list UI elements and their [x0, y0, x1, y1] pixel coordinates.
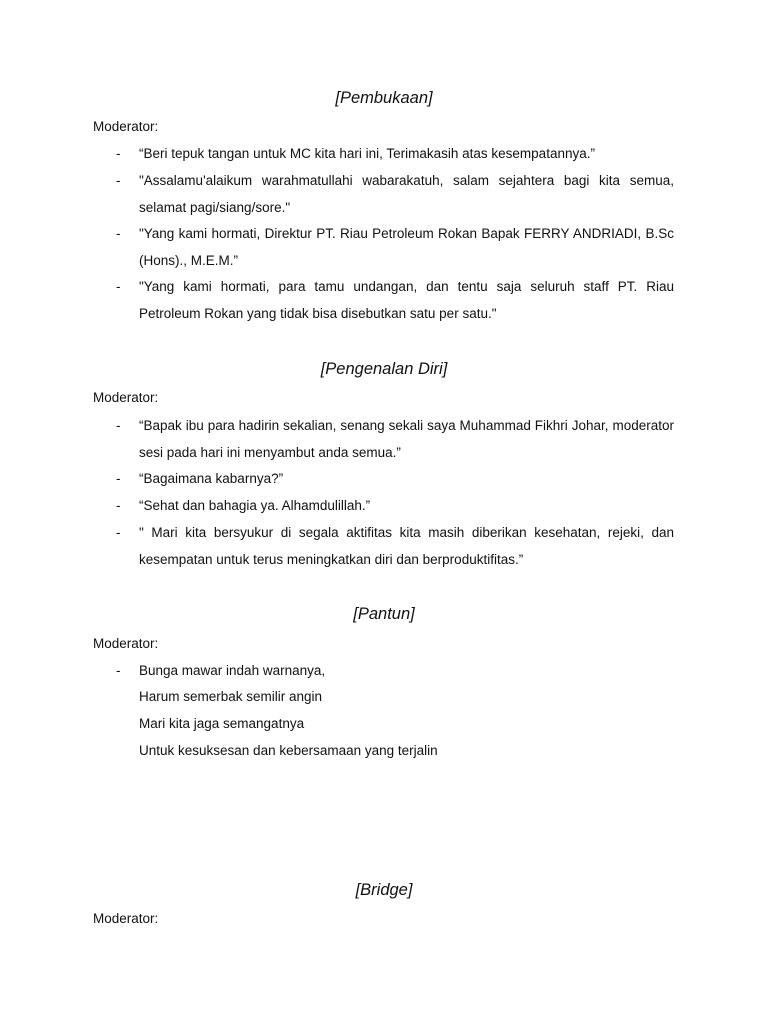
list-item — [116, 140, 674, 167]
speaker-label: Moderator: — [93, 911, 159, 926]
section-heading-pantun: [Pantun] — [353, 605, 415, 623]
list-item — [116, 519, 674, 573]
list-item — [116, 167, 674, 221]
pantun-line: Mari kita jaga semangatnya — [139, 716, 305, 731]
list-item-text: “Sehat dan bahagia ya. Alhamdulillah.” — [139, 498, 371, 513]
section-heading-pembukaan: [Pembukaan] — [335, 89, 433, 107]
pantun-line: Untuk kesuksesan dan kebersamaan yang terjalin — [139, 743, 438, 758]
speaker-label: Moderator: — [93, 119, 159, 134]
list-item-text: "Yang kami hormati, Direktur PT. Riau Petroleum Rokan Bapak FERRY ANDRIADI, B.Sc (Hons)., M.E.M.” — [139, 226, 674, 268]
list-item — [116, 492, 674, 519]
list-item-text: "Assalamu'alaikum warahmatullahi wabarakatuh, salam sejahtera bagi kita semua, selamat pagi/siang/sore." — [139, 173, 674, 215]
bullet-dash: - — [116, 663, 121, 678]
pantun-line: Bunga mawar indah warnanya, — [139, 663, 326, 678]
list-item — [116, 273, 674, 327]
section-heading-pengenalan-diri: [Pengenalan Diri] — [320, 360, 448, 378]
speaker-label: Moderator: — [93, 636, 159, 651]
bullet-dash: - — [116, 471, 121, 486]
bullet-dash: - — [116, 498, 121, 513]
bullet-dash: - — [116, 279, 121, 294]
pantun-item — [116, 657, 674, 684]
bullet-dash: - — [116, 173, 121, 188]
list-item-text: “Bagaimana kabarnya?” — [139, 471, 284, 486]
pantun-line: Harum semerbak semilir angin — [139, 689, 323, 704]
speaker-label: Moderator: — [93, 390, 159, 405]
list-item-text: “Beri tepuk tangan untuk MC kita hari ini, Terimakasih atas kesempatannya.” — [139, 146, 595, 161]
list-item — [116, 220, 674, 274]
list-item-text: “Bapak ibu para hadirin sekalian, senang sekali saya Muhammad Fikhri Johar, moderator sesi pada hari ini menyambut anda semua.” — [139, 418, 674, 460]
section-heading-bridge: [Bridge] — [355, 881, 413, 899]
bullet-dash: - — [116, 146, 121, 161]
list-item — [116, 465, 674, 492]
list-item — [116, 412, 674, 466]
bullet-dash: - — [116, 525, 121, 540]
bullet-dash: - — [116, 418, 121, 433]
list-item-text: "Yang kami hormati, para tamu undangan, dan tentu saja seluruh staff PT. Riau Petroleum Rokan yang tidak bisa disebutkan satu per satu." — [139, 279, 674, 321]
bullet-dash: - — [116, 226, 121, 241]
list-item-text: " Mari kita bersyukur di segala aktifitas kita masih diberikan kesehatan, rejeki, dan kesempatan untuk terus meningkatkan diri dan berproduktifitas.” — [139, 525, 674, 567]
